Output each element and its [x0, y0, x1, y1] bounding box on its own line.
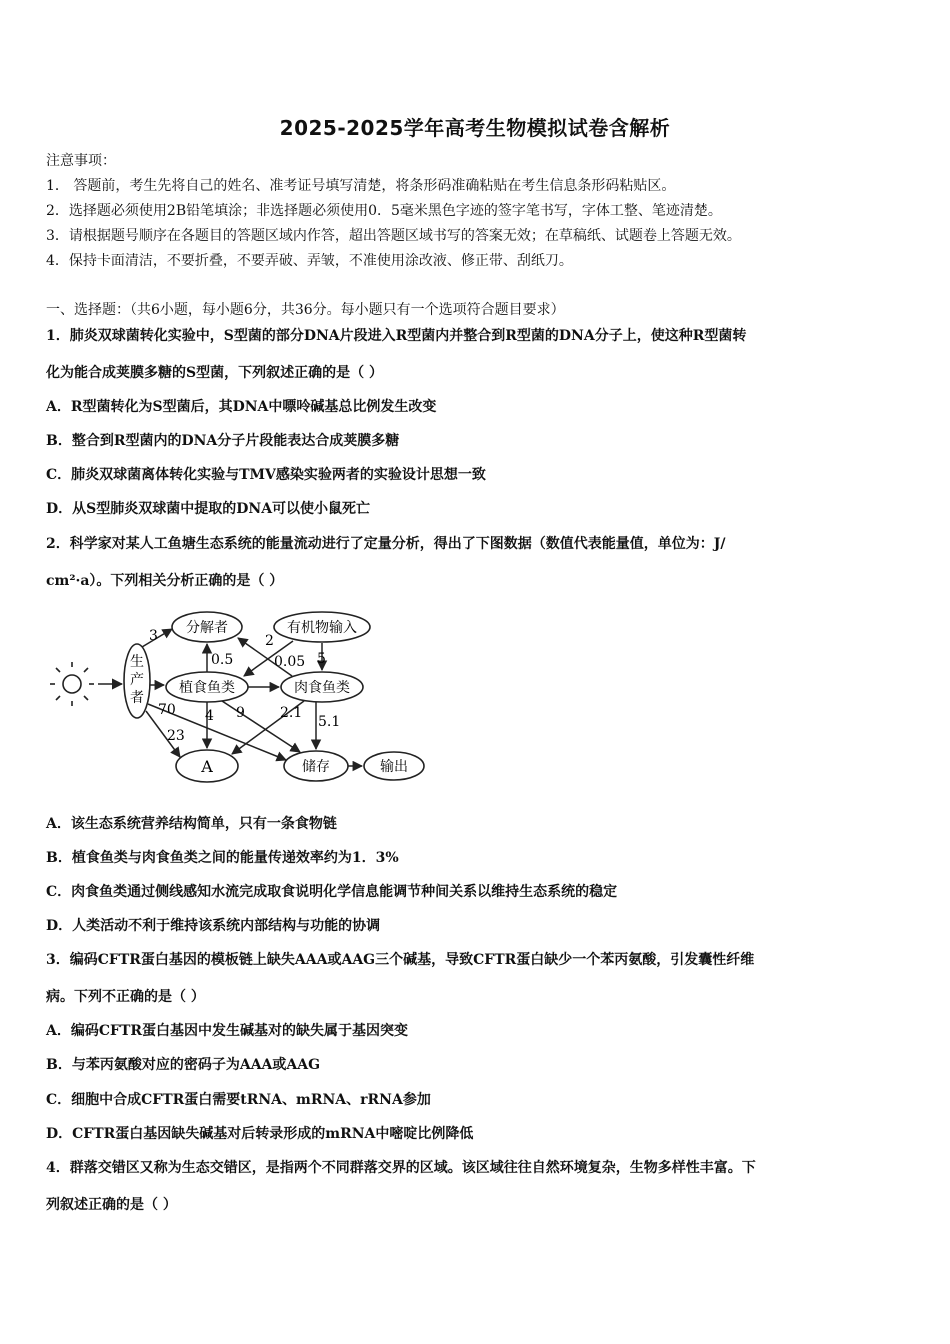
- node-decomposer: [172, 612, 242, 642]
- svg-text:植食鱼类: 植食鱼类: [179, 680, 235, 696]
- svg-text:有机物输入: 有机物输入: [287, 620, 357, 636]
- notice-item: 3．请根据题号顺序在各题目的答题区域内作答，超出答题区域书写的答案无效；在草稿纸、试题卷上答题无效。: [46, 228, 741, 244]
- question-1-option-d: D．从S型肺炎双球菌中提取的DNA可以使小鼠死亡: [46, 501, 371, 517]
- producer-char: 者: [130, 690, 144, 706]
- question-2-option-d: D．人类活动不利于维持该系统内部结构与功能的协调: [46, 918, 381, 934]
- question-3-option-d: D．CFTR蛋白基因缺失碱基对后转录形成的mRNA中嘧啶比例降低: [46, 1126, 474, 1142]
- question-1-option-c: C．肺炎双球菌离体转化实验与TMV感染实验两者的实验设计思想一致: [46, 467, 486, 483]
- svg-text:A: A: [201, 757, 213, 776]
- question-3-option-b: B．与苯丙氨酸对应的密码子为AAA或AAG: [46, 1057, 321, 1073]
- value-herbivore-a: 4: [205, 708, 214, 724]
- question-1-option-b: B．整合到R型菌内的DNA分子片段能表达合成荚膜多糖: [46, 433, 400, 449]
- value-carnivore-storage: 5.1: [318, 714, 341, 730]
- value-herbivore-storage: 9: [236, 705, 245, 721]
- node-output: [364, 752, 424, 780]
- value-herbivore-decomposer: 0.5: [211, 652, 234, 668]
- question-2-stem: cm²·a）。下列相关分析正确的是（ ）: [46, 573, 284, 589]
- node-a: [176, 750, 238, 782]
- notice-item: 4．保持卡面清洁，不要折叠，不要弄破、弄皱，不准使用涂改液、修正带、刮纸刀。: [46, 253, 573, 269]
- node-storage: [284, 751, 348, 781]
- node-herbivore: [166, 672, 248, 702]
- question-4-stem: 4．群落交错区又称为生态交错区，是指两个不同群落交界的区域。该区域往往自然环境复杂，生物多样性丰富。下: [46, 1160, 756, 1176]
- node-producer: [124, 644, 150, 718]
- question-2-option-a: A．该生态系统营养结构简单，只有一条食物链: [46, 816, 337, 832]
- value-carnivore-decomposer: 0.05: [274, 654, 306, 670]
- value-input-herbivore: 2: [265, 633, 274, 649]
- value-producer-a: 23: [167, 728, 185, 744]
- question-3-option-a: A．编码CFTR蛋白基因中发生碱基对的缺失属于基因突变: [46, 1023, 408, 1039]
- question-1-option-a: A．R型菌转化为S型菌后，其DNA中嘌呤碱基总比例发生改变: [46, 399, 437, 415]
- value-producer-decomposer: 3: [149, 628, 158, 644]
- value-producer-storage: 70: [158, 702, 176, 718]
- question-2-option-b: B．植食鱼类与肉食鱼类之间的能量传递效率约为1．3%: [46, 850, 399, 866]
- svg-text:肉食鱼类: 肉食鱼类: [294, 680, 350, 696]
- producer-char: 生: [130, 654, 144, 670]
- question-4-stem: 列叙述正确的是（ ）: [46, 1197, 177, 1213]
- node-organic-input: [274, 612, 370, 642]
- node-carnivore: [281, 672, 363, 702]
- svg-text:储存: 储存: [302, 759, 330, 775]
- svg-text:输出: 输出: [380, 759, 408, 775]
- flow-arrows: [142, 629, 362, 766]
- sun-icon: [50, 662, 94, 706]
- value-input-carnivore: 5: [317, 651, 326, 667]
- page-title: 2025-2025学年高考生物模拟试卷含解析: [279, 116, 671, 140]
- question-3-option-c: C．细胞中合成CFTR蛋白需要tRNA、mRNA、rRNA参加: [46, 1092, 431, 1108]
- question-2-option-c: C．肉食鱼类通过侧线感知水流完成取食说明化学信息能调节种间关系以维持生态系统的稳定: [46, 884, 618, 900]
- value-carnivore-a: 2.1: [280, 705, 303, 721]
- svg-text:分解者: 分解者: [186, 620, 228, 636]
- notice-heading: 注意事项：: [46, 153, 116, 169]
- notice-item: 2．选择题必须使用2B铅笔填涂；非选择题必须使用0．5毫米黑色字迹的签字笔书写，字体工整、笔迹清楚。: [46, 203, 722, 219]
- section-heading: 一、选择题：（共6小题，每小题6分，共36分。每小题只有一个选项符合题目要求）: [46, 302, 565, 318]
- energy-flow-diagram: [46, 605, 426, 790]
- question-3-stem: 病。下列不正确的是（ ）: [46, 989, 205, 1005]
- producer-char: 产: [130, 672, 144, 688]
- question-1-stem: 化为能合成荚膜多糖的S型菌，下列叙述正确的是（ ）: [46, 365, 383, 381]
- question-2-stem: 2．科学家对某人工鱼塘生态系统的能量流动进行了定量分析，得出了下图数据（数值代表能量值，单位为：J/: [46, 536, 726, 552]
- question-3-stem: 3．编码CFTR蛋白基因的模板链上缺失AAA或AAG三个碱基，导致CFTR蛋白缺少一个苯丙氨酸，引发囊性纤维: [46, 952, 755, 968]
- question-1-stem: 1．肺炎双球菌转化实验中，S型菌的部分DNA片段进入R型菌内并整合到R型菌的DNA分子上，使这种R型菌转: [46, 328, 747, 344]
- notice-item: 1． 答题前，考生先将自己的姓名、准考证号填写清楚，将条形码准确粘贴在考生信息条形码粘贴区。: [46, 178, 676, 194]
